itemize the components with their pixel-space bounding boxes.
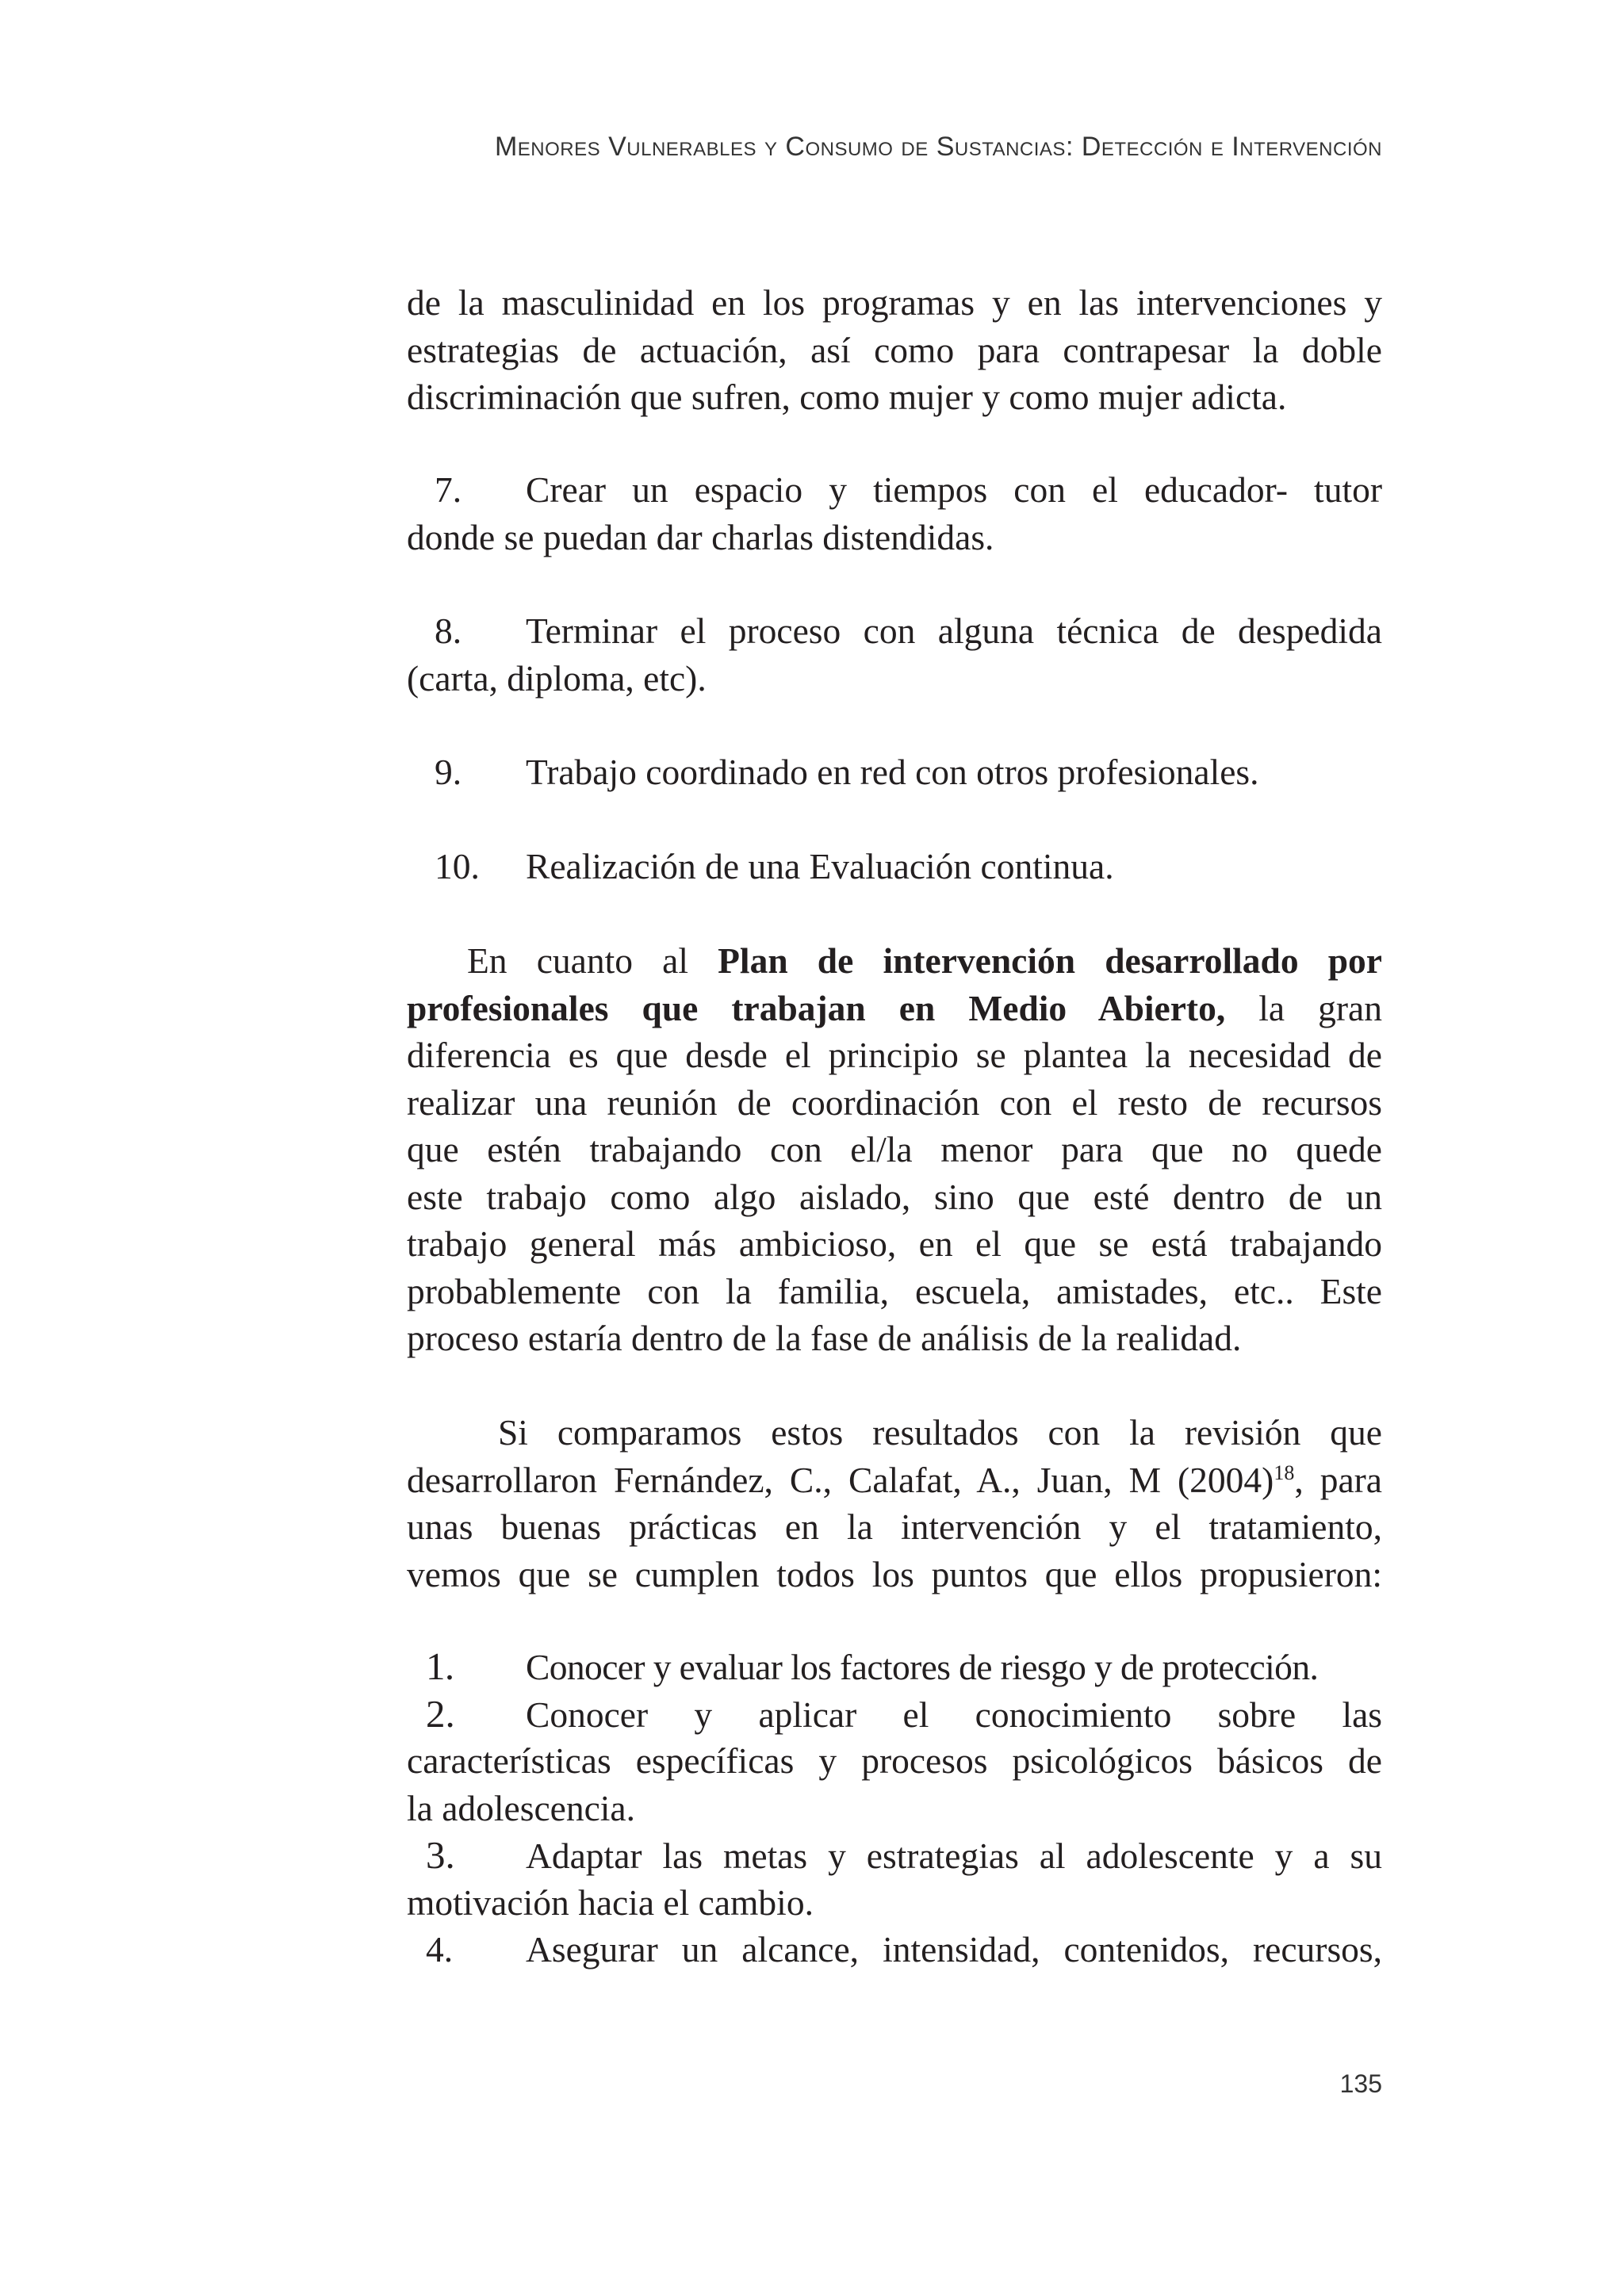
- text-line: realizar una reunión de coordinación con el resto de recursos: [407, 1081, 1382, 1123]
- numbered-list-buenas-practicas: [407, 1643, 1382, 1973]
- list-number: 1.: [426, 1644, 454, 1688]
- page-number: 135: [1339, 2069, 1382, 2098]
- text-fragment: la gran: [1258, 987, 1383, 1028]
- list-item-1: [407, 1643, 1382, 1690]
- text-line: de la masculinidad en los programas y en las intervenciones y: [407, 282, 1382, 323]
- text-line: la adolescencia.: [407, 1787, 635, 1828]
- list-item-4: [407, 1926, 1382, 1973]
- text-line: características específicas y procesos psicológicos básicos de: [407, 1740, 1382, 1781]
- text-line: motivación hacia el cambio.: [407, 1881, 814, 1923]
- list-item-text: Trabajo coordinado en red con otros profesionales.: [526, 752, 1259, 792]
- bold-phrase: Plan de intervención desarrollado por: [718, 940, 1382, 981]
- text-fragment: , para: [1294, 1459, 1382, 1500]
- list-item-10: [407, 843, 1382, 890]
- list-item-3: [407, 1832, 1382, 1879]
- list-item-7: [407, 466, 1382, 561]
- text-line: probablemente con la familia, escuela, amistades, etc.. Este: [407, 1270, 1382, 1311]
- text-line: trabajo general más ambicioso, en el que se está trabajando: [407, 1223, 1382, 1264]
- paragraph-intro: En cuanto al: [467, 940, 688, 981]
- running-header: Menores Vulnerables y Consumo de Sustancias: Detección e Intervención: [494, 132, 1382, 162]
- list-item-text: Adaptar las metas y estrategias al adolescente y a su: [526, 1836, 1382, 1876]
- text-line: discriminación que sufren, como mujer y como mujer adicta.: [407, 377, 1287, 417]
- list-item-text: Terminar el proceso con alguna técnica de despedida: [526, 611, 1382, 651]
- list-item-text: Asegurar un alcance, intensidad, contenidos, recursos,: [526, 1929, 1382, 1970]
- bold-phrase: profesionales que trabajan en Medio Abierto,: [407, 987, 1226, 1028]
- list-number: 8.: [435, 611, 462, 651]
- text-line: [407, 1457, 1382, 1504]
- text-line: (carta, diploma, etc).: [407, 657, 707, 699]
- list-item-text: Crear un espacio y tiempos con el educador- tutor: [526, 469, 1382, 510]
- paragraph-plan-intervencion: [407, 937, 1382, 1362]
- text-line: diferencia es que desde el principio se plantea la necesidad de: [407, 1035, 1382, 1075]
- text-line: que estén trabajando con el/la menor para que no quede: [407, 1129, 1382, 1169]
- list-item-text: Conocer y aplicar el conocimiento sobre las: [526, 1694, 1382, 1735]
- list-item-2: [407, 1690, 1382, 1738]
- text-line: este trabajo como algo aislado, sino que esté dentro de un: [407, 1176, 1382, 1217]
- list-number: 4.: [426, 1929, 454, 1970]
- list-item-text: Realización de una Evaluación continua.: [526, 846, 1114, 886]
- text-line: estrategias de actuación, así como para contrapesar la doble: [407, 329, 1382, 370]
- text-line: [407, 748, 1382, 796]
- text-line: [407, 466, 1382, 514]
- list-number: 10.: [435, 846, 480, 886]
- text-line: unas buenas prácticas en la intervención y el tratamiento,: [407, 1506, 1382, 1547]
- footnote-reference: 18: [1274, 1460, 1295, 1484]
- text-line: Si comparamos estos resultados con la revisión que: [498, 1412, 1382, 1453]
- paragraph-masculinidad: [407, 279, 1382, 421]
- list-number: 9.: [435, 752, 462, 792]
- text-line: [407, 843, 1382, 890]
- list-item-text: Conocer y evaluar los factores de riesgo y de protección.: [526, 1647, 1319, 1687]
- text-line: [407, 607, 1382, 655]
- paragraph-comparamos: [407, 1409, 1382, 1598]
- list-number: 2.: [426, 1691, 455, 1736]
- text-line: vemos que se cumplen todos los puntos que ellos propusieron:: [407, 1553, 1382, 1594]
- list-number: 7.: [435, 469, 462, 510]
- list-number: 3.: [426, 1833, 455, 1877]
- list-item-8: [407, 607, 1382, 702]
- text-fragment: desarrollaron Fernández, C., Calafat, A., Juan, M (2004): [407, 1459, 1274, 1500]
- text-line: [407, 937, 1382, 985]
- text-line: proceso estaría dentro de la fase de análisis de la realidad.: [407, 1318, 1242, 1358]
- text-line: [407, 985, 1382, 1032]
- list-item-9: [407, 748, 1382, 796]
- text-line: donde se puedan dar charlas distendidas.: [407, 516, 994, 557]
